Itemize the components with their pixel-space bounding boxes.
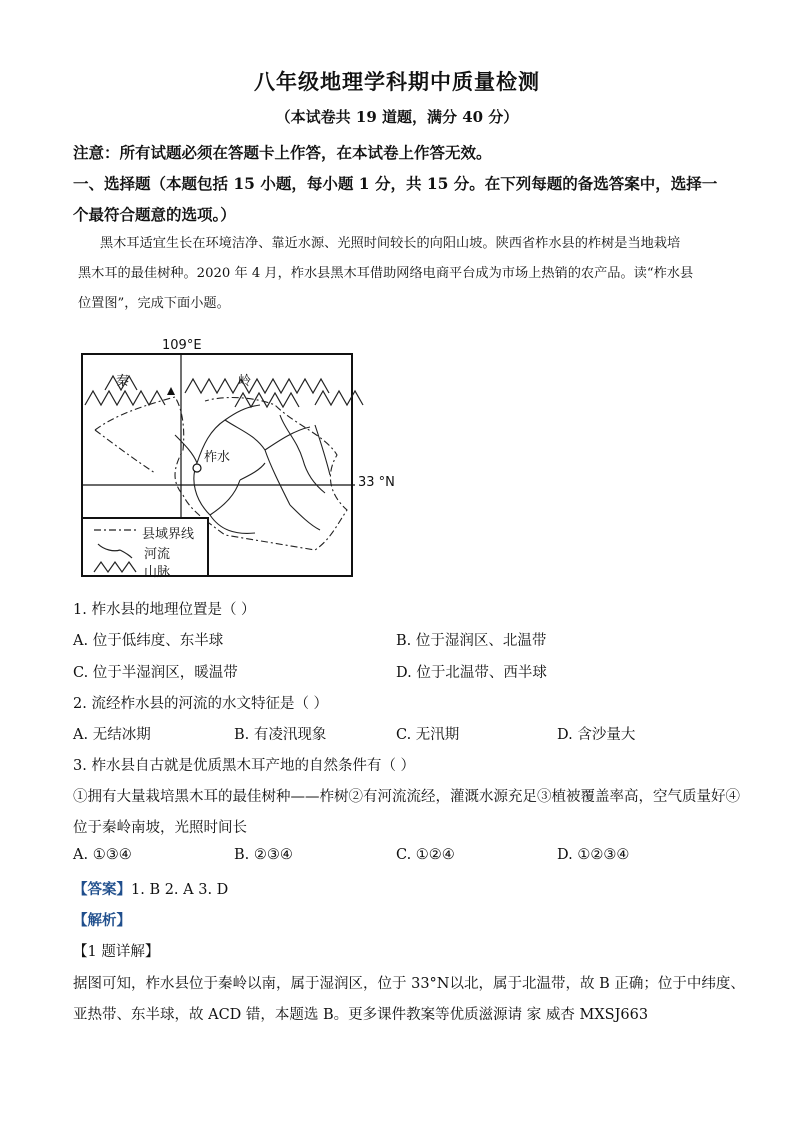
detail-line1: 据图可知，柞水县位于秦岭以南，属于湿润区，位于 33°N以北，属于北温带，故 B 正确；位于中纬度、 bbox=[73, 976, 745, 992]
q3-option-b: B. ②③④ bbox=[234, 847, 293, 863]
q2-option-d: D. 含沙量大 bbox=[557, 727, 636, 743]
legend-mountain-icon bbox=[94, 562, 136, 572]
q3-option-a: A. ①③④ bbox=[73, 847, 132, 863]
page-title: 八年级地理学科期中质量检测 bbox=[254, 69, 540, 94]
mountain-label-qin: 秦 bbox=[116, 374, 130, 389]
q2-option-c: C. 无汛期 bbox=[396, 727, 460, 743]
detail-line2: 亚热带、东半球，故 ACD 错，本题选 B。更多课件教案等优质滋源请 家 威杏 MXSJ663 bbox=[73, 1007, 649, 1023]
q3-option-d: D. ①②③④ bbox=[557, 847, 630, 863]
q3-body-line1: ①拥有大量栽培黑木耳的最佳树种——柞树②有河流流经，灌溉水源充足③植被覆盖率高，空气质量好④ bbox=[73, 789, 740, 805]
latitude-label: 33 °N bbox=[358, 475, 395, 490]
answer-row bbox=[73, 878, 228, 899]
legend-river-label: 河流 bbox=[144, 547, 171, 562]
q1-option-d: D. 位于北温带、西半球 bbox=[396, 665, 547, 681]
passage-line2: 黑木耳的最佳树种。2020 年 4 月，柞水县黑木耳借助网络电商平台成为市场上热销的农产品。读“柞水县 bbox=[78, 266, 694, 281]
q1-option-a: A. 位于低纬度、东半球 bbox=[73, 633, 224, 649]
q2-stem: 2. 流经柞水县的河流的水文特征是（ ） bbox=[73, 696, 329, 712]
legend-symbols bbox=[84, 520, 144, 576]
q1-stem: 1. 柞水县的地理位置是（ ） bbox=[73, 602, 256, 618]
answer-text: 1. B 2. A 3. D bbox=[131, 882, 229, 898]
q2-option-b: B. 有凌汛现象 bbox=[234, 727, 327, 743]
peak-icon bbox=[167, 387, 175, 395]
legend-boundary-label: 县域界线 bbox=[142, 527, 195, 542]
q1-option-b: B. 位于湿润区、北温带 bbox=[396, 633, 547, 649]
mountain-label-ling: 岭 bbox=[238, 374, 252, 389]
detail-label: 【1 题详解】 bbox=[73, 944, 160, 960]
analysis-label: 【解析】 bbox=[73, 912, 131, 929]
passage-line3: 位置图”，完成下面小题。 bbox=[78, 296, 230, 311]
q3-body-line2: 位于秦岭南坡，光照时间长 bbox=[73, 820, 247, 836]
notice: 注意：所有试题必须在答题卡上作答，在本试卷上作答无效。 bbox=[73, 143, 492, 162]
longitude-label: 109°E bbox=[162, 338, 202, 353]
q1-option-c: C. 位于半湿润区，暖温带 bbox=[73, 665, 238, 681]
passage-line1: 黑木耳适宜生长在环境洁净、靠近水源、光照时间较长的向阳山坡。陕西省柞水县的柞树是当地栽培 bbox=[100, 236, 681, 251]
section-heading-line2: 个最符合题意的选项。） bbox=[73, 205, 236, 224]
legend-mountain-label: 山脉 bbox=[144, 565, 171, 580]
town-marker-icon bbox=[193, 464, 201, 472]
q3-option-c: C. ①②④ bbox=[396, 847, 455, 863]
answer-label: 【答案】 bbox=[73, 881, 131, 898]
q3-stem: 3. 柞水县自古就是优质黑木耳产地的自然条件有（ ） bbox=[73, 758, 416, 774]
section-heading-line1: 一、选择题（本题包括 15 小题，每小题 1 分，共 15 分。在下列每题的备选答案中，选择一 bbox=[73, 174, 718, 193]
legend-river-icon bbox=[98, 544, 132, 558]
page-subtitle: （本试卷共 19 道题，满分 40 分） bbox=[275, 108, 519, 126]
q2-option-a: A. 无结冰期 bbox=[73, 727, 151, 743]
town-label: 柞水 bbox=[204, 450, 231, 465]
